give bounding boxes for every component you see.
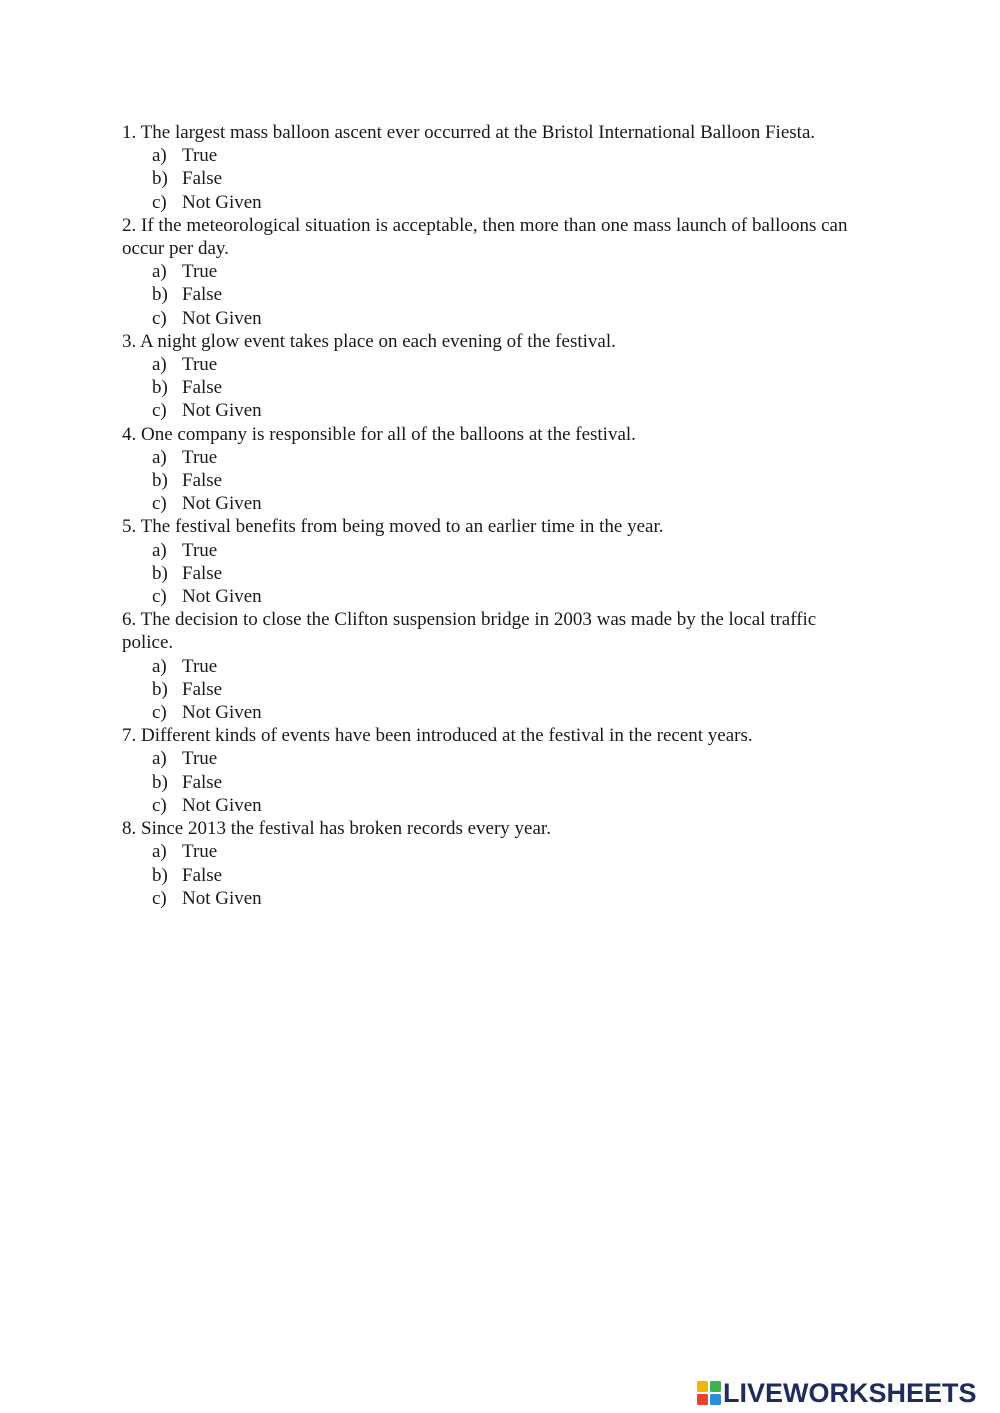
option-label: True: [182, 655, 218, 677]
answer-option[interactable]: [152, 492, 867, 515]
liveworksheets-branding: [697, 1378, 977, 1408]
option-letter: b): [152, 562, 168, 584]
answer-option[interactable]: [152, 887, 867, 910]
logo-tile-blue: [710, 1394, 721, 1405]
option-label: False: [182, 562, 223, 584]
option-label: False: [182, 470, 223, 492]
option-letter: a): [152, 145, 167, 167]
answer-option[interactable]: [152, 144, 867, 167]
worksheet: [122, 121, 867, 910]
option-label: Not Given: [182, 400, 262, 422]
option-label: False: [182, 864, 223, 886]
answer-option[interactable]: [152, 446, 867, 469]
answer-option[interactable]: [152, 353, 867, 376]
option-letter: c): [152, 702, 167, 724]
option-label: Not Given: [182, 493, 262, 515]
brand-name: LIVEWORKSHEETS: [723, 1378, 977, 1408]
question-text: 3. A night glow event takes place on each evening of the festival.: [122, 330, 616, 352]
answer-option[interactable]: [152, 655, 867, 678]
answer-option[interactable]: [152, 701, 867, 724]
question-text: 7. Different kinds of events have been introduced at the festival in the recent years.: [122, 725, 753, 747]
answer-option[interactable]: [152, 771, 867, 794]
option-label: Not Given: [182, 307, 262, 329]
answer-option[interactable]: [152, 585, 867, 608]
question-5: [122, 515, 867, 608]
answer-options: [122, 747, 867, 817]
option-label: False: [182, 771, 223, 793]
answer-option[interactable]: [152, 794, 867, 817]
option-label: True: [182, 145, 218, 167]
option-label: False: [182, 168, 223, 190]
question-text: 6. The decision to close the Clifton suspension bridge in 2003 was made by the local traffic police.: [122, 609, 817, 654]
logo-tile-red: [697, 1394, 708, 1405]
option-letter: c): [152, 307, 167, 329]
option-label: False: [182, 284, 223, 306]
option-letter: b): [152, 168, 168, 190]
option-letter: c): [152, 400, 167, 422]
option-letter: a): [152, 748, 167, 770]
option-label: True: [182, 446, 218, 468]
question-3: [122, 330, 867, 423]
answer-option[interactable]: [152, 678, 867, 701]
option-letter: b): [152, 284, 168, 306]
option-label: True: [182, 261, 218, 283]
option-letter: b): [152, 678, 168, 700]
question-list: [122, 121, 867, 910]
question-text: 4. One company is responsible for all of the balloons at the festival.: [122, 423, 636, 445]
option-label: Not Given: [182, 191, 262, 213]
answer-option[interactable]: [152, 539, 867, 562]
answer-options: [122, 539, 867, 609]
option-letter: c): [152, 493, 167, 515]
option-letter: b): [152, 771, 168, 793]
answer-option[interactable]: [152, 469, 867, 492]
question-7: [122, 724, 867, 817]
option-label: Not Given: [182, 702, 262, 724]
question-2: [122, 214, 867, 330]
option-letter: b): [152, 864, 168, 886]
question-4: [122, 423, 867, 516]
option-label: Not Given: [182, 887, 262, 909]
answer-option[interactable]: [152, 307, 867, 330]
question-text: 5. The festival benefits from being moved to an earlier time in the year.: [122, 516, 664, 538]
answer-options: [122, 353, 867, 423]
logo-tile-yellow: [697, 1381, 708, 1392]
question-6: [122, 608, 867, 724]
option-label: True: [182, 539, 218, 561]
question-text: 8. Since 2013 the festival has broken records every year.: [122, 818, 551, 840]
option-label: Not Given: [182, 586, 262, 608]
option-letter: c): [152, 887, 167, 909]
answer-option[interactable]: [152, 283, 867, 306]
question-text: 2. If the meteorological situation is acceptable, then more than one mass launch of balloons can occur per day.: [122, 214, 848, 260]
question-1: [122, 121, 867, 214]
option-label: True: [182, 748, 218, 770]
answer-option[interactable]: [152, 747, 867, 770]
option-letter: a): [152, 655, 167, 677]
answer-option[interactable]: [152, 191, 867, 214]
answer-option[interactable]: [152, 167, 867, 190]
option-label: False: [182, 678, 223, 700]
option-label: False: [182, 377, 223, 399]
answer-option[interactable]: [152, 864, 867, 887]
option-letter: a): [152, 261, 167, 283]
liveworksheets-logo-icon: [697, 1381, 721, 1405]
option-letter: c): [152, 794, 167, 816]
option-letter: a): [152, 354, 167, 376]
option-label: Not Given: [182, 794, 262, 816]
answer-options: [122, 260, 867, 330]
answer-option[interactable]: [152, 399, 867, 422]
answer-option[interactable]: [152, 376, 867, 399]
question-8: [122, 817, 867, 910]
option-letter: a): [152, 841, 167, 863]
answer-option[interactable]: [152, 562, 867, 585]
question-text: 1. The largest mass balloon ascent ever occurred at the Bristol International Balloon Fiesta.: [122, 122, 816, 143]
option-label: True: [182, 841, 218, 863]
answer-options: [122, 446, 867, 516]
option-letter: c): [152, 191, 167, 213]
option-letter: a): [152, 446, 167, 468]
answer-options: [122, 840, 867, 910]
answer-option[interactable]: [152, 840, 867, 863]
option-letter: b): [152, 470, 168, 492]
option-letter: c): [152, 586, 167, 608]
option-label: True: [182, 354, 218, 376]
answer-option[interactable]: [152, 260, 867, 283]
logo-tile-green: [710, 1381, 721, 1392]
answer-options: [122, 144, 867, 214]
option-letter: b): [152, 377, 168, 399]
answer-options: [122, 655, 867, 725]
option-letter: a): [152, 539, 167, 561]
